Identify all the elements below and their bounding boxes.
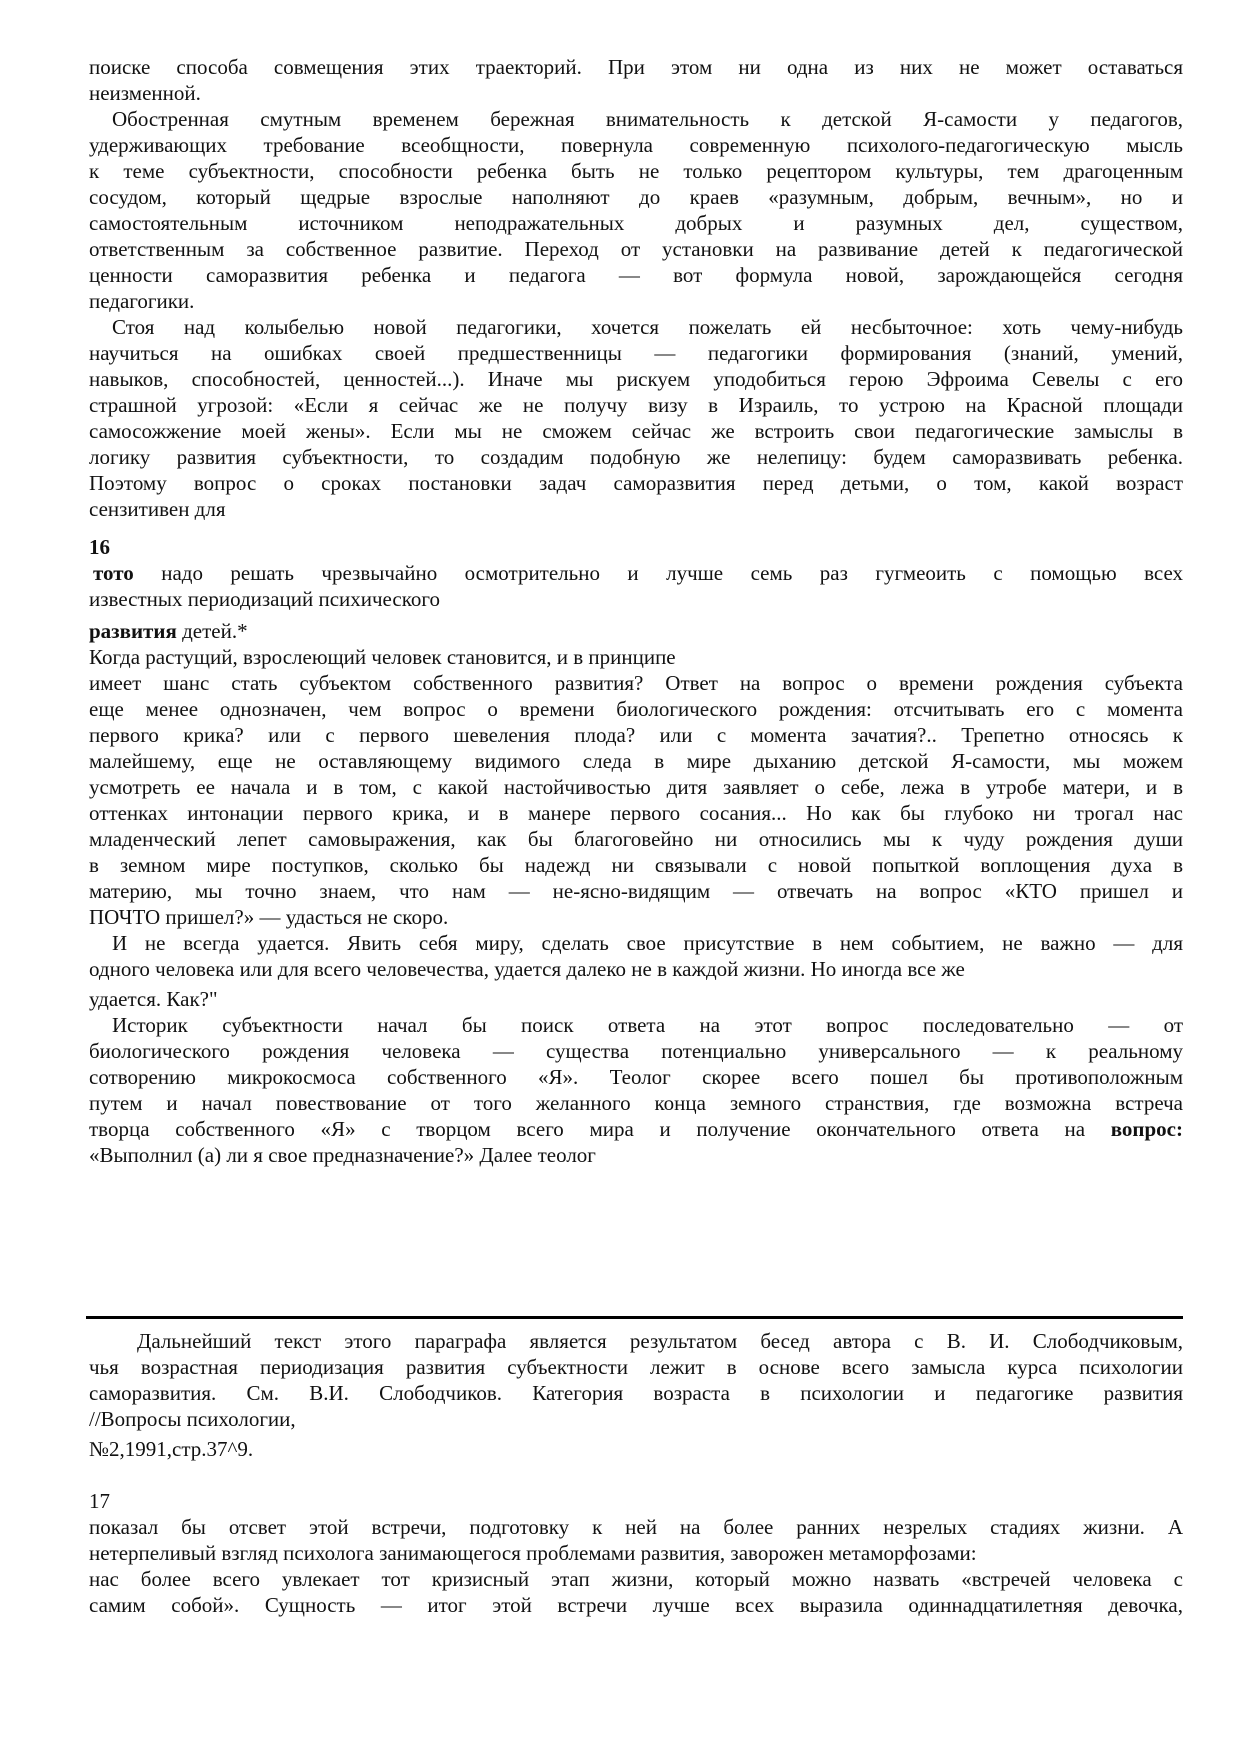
text-line: материю, мы точно знаем, что нам — не-ясно-видящим — отвечать на вопрос «КТО пришел и (89, 879, 1183, 903)
text-line: сензитивен для (89, 497, 226, 521)
text-line: удается. Как?" (89, 987, 218, 1011)
text-line: самим собой». Сущность — итог этой встречи лучше всех выразила одиннадцатилетняя девочка, (89, 1593, 1183, 1617)
text-line (89, 618, 1183, 644)
text-span: детей.* (176, 619, 248, 643)
text-line: нетерпеливый взгляд психолога занимающегося проблемами развития, заворожен метаморфозами: (89, 1541, 977, 1565)
text-line: показал бы отсвет этой встречи, подготовку к ней на более ранних незрелых стадиях жизни. А (89, 1515, 1183, 1539)
text-line: страшной угрозой: «Если я сейчас же не получу визу в Израиль, то устрою на Красной площади (89, 393, 1183, 417)
text-line: ПОЧТО пришел?» — удасться не скоро. (89, 905, 449, 929)
text-line: навыков, способностей, ценностей...). Иначе мы рискуем уподобиться герою Эфроима Севелы с его (89, 367, 1183, 391)
footnote-line: №2,1991,стр.37^9. (89, 1437, 254, 1461)
text-line: Стоя над колыбелью новой педагогики, хочется пожелать ей несбыточное: хоть чему-нибудь (112, 315, 1183, 339)
text-line: И не всегда удается. Явить себя миру, сделать свое присутствие в нем событием, не важно — для (112, 931, 1183, 955)
text-line: самосожжение моей жены». Если мы не сможем сейчас же встроить свои педагогические замыслы в (89, 419, 1183, 443)
text-span: надо решать чрезвычайно осмотрительно и лучше семь раз гугмеоить с помощью всех (133, 561, 1183, 585)
page-number: 17 (89, 1489, 110, 1513)
page-number: 16 (89, 535, 110, 559)
text-line: младенческий лепет самовыражения, как бы благоговейно ни относились мы к чуду рождения души (89, 827, 1183, 851)
text-line: путем и начал повествование от того желанного конца земного странствия, где возможна встреча (89, 1091, 1183, 1115)
text-line: сотворению микрокосмоса собственного «Я». Теолог скорее всего пошел бы противоположным (89, 1065, 1183, 1089)
bold-word: вопрос: (1110, 1117, 1183, 1141)
text-span: творца собственного «Я» с творцом всего мира и получение окончательного ответа на (89, 1117, 1111, 1141)
text-line: самостоятельным источником неподражательных добрых и разумных дел, существом, (89, 211, 1183, 235)
text-line: ценности саморазвития ребенка и педагога — вот формула новой, зарождающейся сегодня (89, 263, 1183, 287)
text-line: «Выполнил (а) ли я свое предназначение?» Далее теолог (89, 1143, 596, 1167)
text-line (89, 560, 1183, 586)
text-line: Поэтому вопрос о сроках постановки задач саморазвития перед детьми, о том, какой возраст (89, 471, 1183, 495)
text-line: научиться на ошибках своей предшественницы — педагогики формирования (знаний, умений, (89, 341, 1183, 365)
text-line: имеет шанс стать субъектом собственного развития? Ответ на вопрос о времени рождения субъекта (89, 671, 1183, 695)
footnote-line: чья возрастная периодизация развития субъектности лежит в основе всего замысла курса психологии (89, 1355, 1183, 1379)
text-line: неизменной. (89, 81, 201, 105)
text-line: Когда растущий, взрослеющий человек становится, и в принципе (89, 645, 676, 669)
text-line: поиске способа совмещения этих траекторий. При этом ни одна из них не может оставаться (89, 55, 1183, 79)
text-line: оттенках интонации первого крика, и в манере первого сосания... Но как бы глубоко ни трогал нас (89, 801, 1183, 825)
text-line: ответственным за собственное развитие. Переход от установки на развивание детей к педагогической (89, 237, 1183, 261)
text-line: малейшему, еще не оставляющему видимого следа в мире дыханию детской Я-самости, мы можем (89, 749, 1183, 773)
text-line: усмотреть ее начала и в том, с какой настойчивостью дитя заявляет о себе, лежа в утробе матери, и в (89, 775, 1183, 799)
bold-word: развития (89, 619, 177, 643)
text-line: к теме субъектности, способности ребенка быть не только рецептором культуры, тем драгоценным (89, 159, 1183, 183)
bold-word: тото (93, 561, 134, 585)
footnote-line: //Вопросы психологии, (89, 1407, 296, 1431)
text-line: сосудом, который щедрые взрослые наполняют до краев «разумным, добрым, вечным», но и (89, 185, 1183, 209)
text-line: в земном мире поступков, сколько бы надежд ни связывали с новой попыткой воплощения духа в (89, 853, 1183, 877)
text-line: известных периодизаций психического (89, 587, 440, 611)
text-line: биологического рождения человека — существа потенциально универсального — к реальному (89, 1039, 1183, 1063)
text-line (89, 1116, 1183, 1142)
footnote-separator (86, 1316, 1183, 1319)
footnote-line: Дальнейший текст этого параграфа является результатом бесед автора с В. И. Слободчиковым, (137, 1329, 1183, 1353)
text-line: удерживающих требование всеобщности, повернула современную психолого-педагогическую мысль (89, 133, 1183, 157)
text-line: первого крика? или с первого шевеления плода? или с момента зачатия?.. Трепетно относясь к (89, 723, 1183, 747)
text-line: Историк субъектности начал бы поиск ответа на этот вопрос последовательно — от (112, 1013, 1183, 1037)
footnote-line: саморазвития. См. В.И. Слободчиков. Категория возраста в психологии и педагогике развития (89, 1381, 1183, 1405)
text-line: логику развития субъектности, то создадим подобную же нелепицу: будем саморазвивать ребенка. (89, 445, 1183, 469)
text-line: еще менее однозначен, чем вопрос о времени биологического рождения: отсчитывать его с момента (89, 697, 1183, 721)
text-line: одного человека или для всего человечества, удается далеко не в каждой жизни. Но иногда все же (89, 957, 965, 981)
text-line: Обостренная смутным временем бережная внимательность к детской Я-самости у педагогов, (112, 107, 1183, 131)
text-line: педагогики. (89, 289, 195, 313)
text-line: нас более всего увлекает тот кризисный этап жизни, который можно назвать «встречей человека с (89, 1567, 1183, 1591)
